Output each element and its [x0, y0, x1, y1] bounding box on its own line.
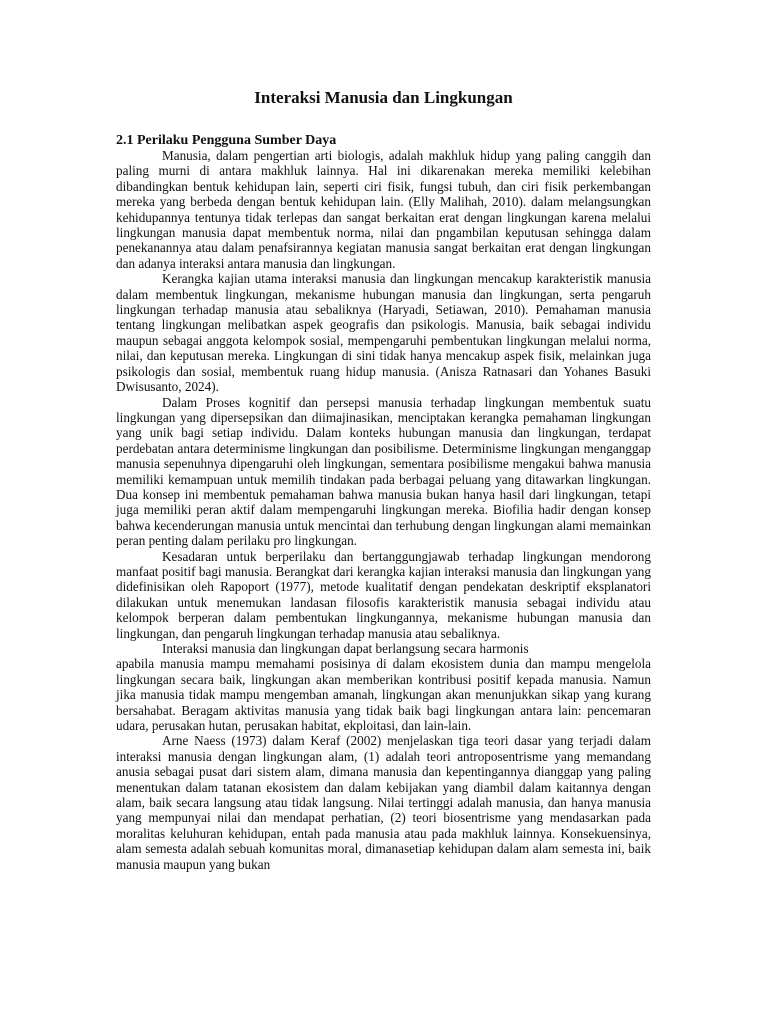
- document-title: Interaksi Manusia dan Lingkungan: [254, 88, 513, 107]
- section-heading: 2.1 Perilaku Pengguna Sumber Daya: [116, 133, 337, 148]
- paragraph-6: Arne Naess (1973) dalam Keraf (2002) menjelaskan tiga teori dasar yang terjadi dalam interaksi manusia dengan lingkungan alam, (1) adalah teori antroposentrisme yang memandang anusia sebagai pusat dari sistem alam, dimana manusia dan kepentingannya dianggap yang paling menentukan dalam tatanan ekosistem dan dalam kebijakan yang diambil dalam kaitannya dengan alam, baik secara langsung atau tidak langsung. Nilai tertinggi adalah manusia, dan hanya manusia yang mempunyai nilai dan mendapat perhatian, (2) teori biosentrisme yang mendasarkan pada moralitas keluhuran kehidupan, entah pada manusia atau pada makhluk lainnya. Konsekuensinya, alam semesta adalah sebuah komunitas moral, dimanasetiap kehidupan dalam alam semesta ini, baik manusia maupun yang bukan: [116, 733, 651, 872]
- paragraph-2: Kerangka kajian utama interaksi manusia dan lingkungan mencakup karakteristik manusia dalam membentuk lingkungan, mekanisme hubungan manusia dan lingkungan, serta pengaruh lingkungan terhadap manusia atau sebaliknya (Haryadi, Setiawan, 2010). Pemahaman manusia tentang lingkungan melibatkan aspek geografis dan psikologis. Manusia, baik sebagai individu maupun sebagai anggota kelompok sosial, mempengaruhi pembentukan lingkungan melalui norma, nilai, dan keputusan mereka. Lingkungan di sini tidak hanya mencakup aspek fisik, melainkan juga psikologis dan sosial, membentuk ruang hidup manusia. (Anisza Ratnasari dan Yohanes Basuki Dwisusanto, 2024).: [116, 271, 651, 395]
- document-page: [116, 88, 651, 872]
- paragraph-4: Kesadaran untuk berperilaku dan bertanggungjawab terhadap lingkungan mendorong manfaat positif bagi manusia. Berangkat dari kerangka kajian interaksi manusia dan lingkungan yang didefinisikan oleh Rapoport (1977), metode kualitatif dengan pendekatan deskriptif eksplanatori dilakukan untuk menemukan landasan filosofis karakteristik manusia sebagai individu atau kelompok berperan dalam pembentukan lingkungannya, mekanisme hubungan manusia dan lingkungan, dan pengaruh lingkungan terhadap manusia atau sebaliknya.: [116, 548, 651, 641]
- paragraph-1: Manusia, dalam pengertian arti biologis, adalah makhluk hidup yang paling canggih dan paling murni di antara makhluk lainnya. Hal ini dikarenakan mereka memiliki kelebihan dibandingkan bentuk kehidupan lain, seperti ciri fisik, fungsi tubuh, dan ciri fisik perkembangan mereka yang berbeda dengan bentuk kehidupan lain. (Elly Malihah, 2010). dalam melangsungkan kehidupannya tentunya tidak terlepas dan sangat berkaitan erat dengan lingkungan karena melalui lingkungan manusia dapat membentuk norma, nilai dan pngambilan keputusan sehingga dalam penekanannya atau dalam penafsirannya kegiatan manusia sangat berkaitan erat dengan lingkungan dan adanya interaksi antara manusia dan lingkungan.: [116, 148, 651, 271]
- paragraph-5-line: Interaksi manusia dan lingkungan dapat berlangsung secara harmonis: [162, 641, 529, 656]
- paragraph-3: Dalam Proses kognitif dan persepsi manusia terhadap lingkungan membentuk suatu lingkungan yang dipersepsikan dan diimajinasikan, menciptakan kerangka pemahaman lingkungan yang unik bagi setiap individu. Dalam konteks hubungan manusia dan lingkungan, terdapat perdebatan antara determinisme lingkungan dan posibilisme. Determinisme lingkungan menganggap manusia sepenuhnya dipengaruhi oleh lingkungan, sementara posibilisme mengakui bahwa manusia memiliki kemampuan untuk memilih tindakan pada berbagai peluang yang ditawarkan lingkungan. Dua konsep ini membentuk pemahaman bahwa manusia bukan hanya hasil dari lingkungan, tetapi juga memiliki peran aktif dalam mempengaruhi lingkungan mereka. Biofilia hadir dengan konsep bahwa kecenderungan manusia untuk mencintai dan terhubung dengan lingkungan alami memainkan peran penting dalam perilaku pro lingkungan.: [116, 394, 651, 549]
- paragraph-5-continuation: apabila manusia mampu memahami posisinya di dalam ekosistem dunia dan mampu mengelola lingkungan secara baik, lingkungan akan memberikan kontribusi positif kepada manusia. Namun jika manusia tidak mampu mengemban amanah, lingkungan akan menunjukkan sikap yang kurang bersahabat. Beragam aktivitas manusia yang tidak baik bagi lingkungan antara lain: pencemaran udara, perusakan hutan, perusakan habitat, ekploitasi, dan lain-lain.: [116, 656, 651, 734]
